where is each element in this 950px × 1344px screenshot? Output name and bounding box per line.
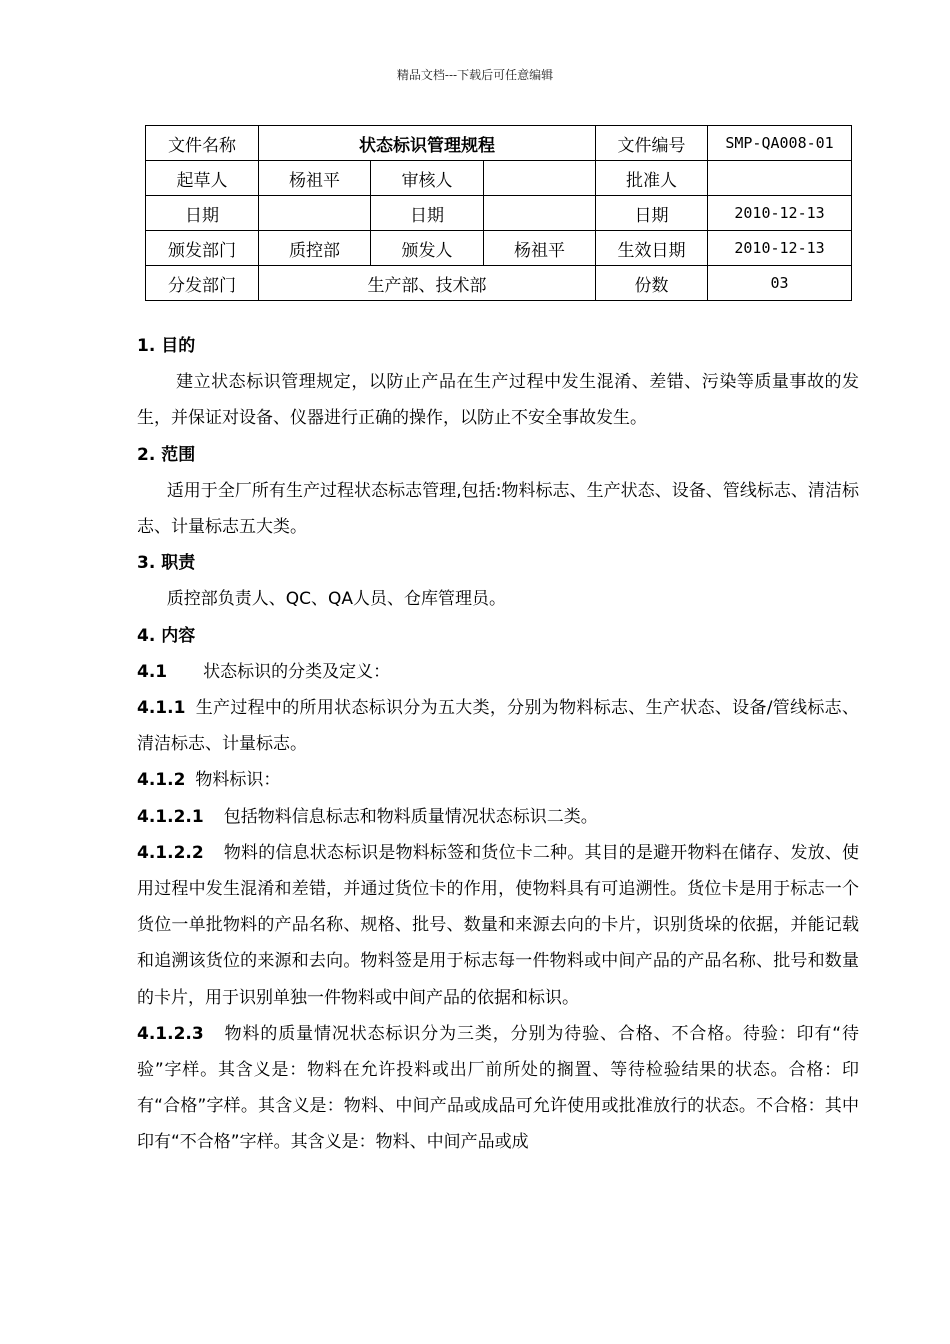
reviewer-label: 审核人	[371, 161, 484, 196]
clause-4-1-2-2	[137, 835, 859, 1016]
watermark-text: 精品文档---下载后可任意编辑	[396, 68, 554, 82]
header-row-2	[146, 161, 852, 196]
document-header-table	[145, 125, 852, 301]
date-value-2	[484, 196, 596, 231]
approver-value	[708, 161, 852, 196]
issuer-value: 杨祖平	[484, 231, 596, 266]
effective-date-value: 2010-12-13	[708, 231, 852, 266]
clause-number: 4.1.2.3	[137, 1023, 204, 1044]
approver-label: 批准人	[596, 161, 708, 196]
clause-number: 4.1.2	[137, 770, 186, 791]
document-body	[137, 328, 859, 1161]
clause-number: 4.1.1	[137, 698, 186, 719]
clause-4-1-1	[137, 690, 859, 762]
date-value-3: 2010-12-13	[708, 196, 852, 231]
reviewer-value	[484, 161, 596, 196]
section-2-heading: 2. 范围	[137, 444, 196, 465]
issuer-label: 颁发人	[371, 231, 484, 266]
copies-value: 03	[708, 266, 852, 301]
clause-text: 物料的信息状态标识是物料标签和货位卡二种。其目的是避开物料在储存、发放、使用过程中发生混淆和差错，并通过货位卡的作用，使物料具有可追溯性。货位卡是用于标志一个货位一单批物料的产品名称、规格、批号、数量和来源去向的卡片，识别货垛的依据，并能记载和追溯该货位的来源和去向。物料签是用于标志每一件物料或中间产品的产品名称、批号和数量的卡片，用于识别单独一件物料或中间产品的依据和标识。	[137, 842, 859, 1008]
file-no-value: SMP-QA008-01	[708, 126, 852, 161]
clause-text: 生产过程中的所用状态标识分为五大类，分别为物料标志、生产状态、设备/管线标志、清洁标志、计量标志。	[137, 698, 859, 755]
clause-text: 状态标识的分类及定义：	[203, 661, 391, 682]
date-label-3: 日期	[596, 196, 708, 231]
date-label-2: 日期	[371, 196, 484, 231]
dist-dept-label: 分发部门	[146, 266, 259, 301]
header-row-4	[146, 231, 852, 266]
file-name-label: 文件名称	[146, 126, 259, 161]
section-2-text: 适用于全厂所有生产过程状态标志管理,包括:物料标志、生产状态、设备、管线标志、清洁标志、计量标志五大类。	[137, 480, 859, 538]
clause-number: 4.1.2.1	[137, 806, 204, 827]
header-row-1	[146, 126, 852, 161]
clause-4-1-2	[137, 762, 859, 798]
clause-4-1	[137, 654, 859, 690]
drafter-value: 杨祖平	[259, 161, 371, 196]
header-row-3	[146, 196, 852, 231]
clause-text: 包括物料信息标志和物料质量情况状态标识二类。	[223, 806, 598, 827]
clause-4-1-2-1	[137, 799, 859, 835]
file-no-label: 文件编号	[596, 126, 708, 161]
clause-number: 4.1.2.2	[137, 842, 204, 863]
dist-dept-value: 生产部、技术部	[259, 266, 596, 301]
clause-text: 物料的质量情况状态标识分为三类，分别为待验、合格、不合格。待验：印有“待验”字样。其含义是：物料在允许投料或出厂前所处的搁置、等待检验结果的状态。合格：印有“合格”字样。其含义是：物料、中间产品或成品可允许使用或批准放行的状态。不合格：其中印有“不合格”字样。其含义是：物料、中间产品或成	[137, 1023, 859, 1153]
file-name-value: 状态标识管理规程	[259, 126, 596, 161]
clause-number: 4.1	[137, 661, 168, 682]
date-label-1: 日期	[146, 196, 259, 231]
section-4-heading: 4. 内容	[137, 625, 196, 646]
section-1-text: 建立状态标识管理规定，以防止产品在生产过程中发生混淆、差错、污染等质量事故的发生，并保证对设备、仪器进行正确的操作，以防止不安全事故发生。	[137, 372, 859, 429]
copies-label: 份数	[596, 266, 708, 301]
section-3-text: 质控部负责人、QC、QA人员、仓库管理员。	[166, 589, 507, 610]
clause-text: 物料标识：	[195, 770, 281, 791]
header-row-5	[146, 266, 852, 301]
section-3-heading: 3. 职责	[137, 553, 196, 574]
drafter-label: 起草人	[146, 161, 259, 196]
effective-date-label: 生效日期	[596, 231, 708, 266]
issue-dept-label: 颁发部门	[146, 231, 259, 266]
clause-4-1-2-3	[137, 1016, 859, 1161]
section-1-heading: 1. 目的	[137, 336, 196, 356]
issue-dept-value: 质控部	[259, 231, 371, 266]
date-value-1	[259, 196, 371, 231]
